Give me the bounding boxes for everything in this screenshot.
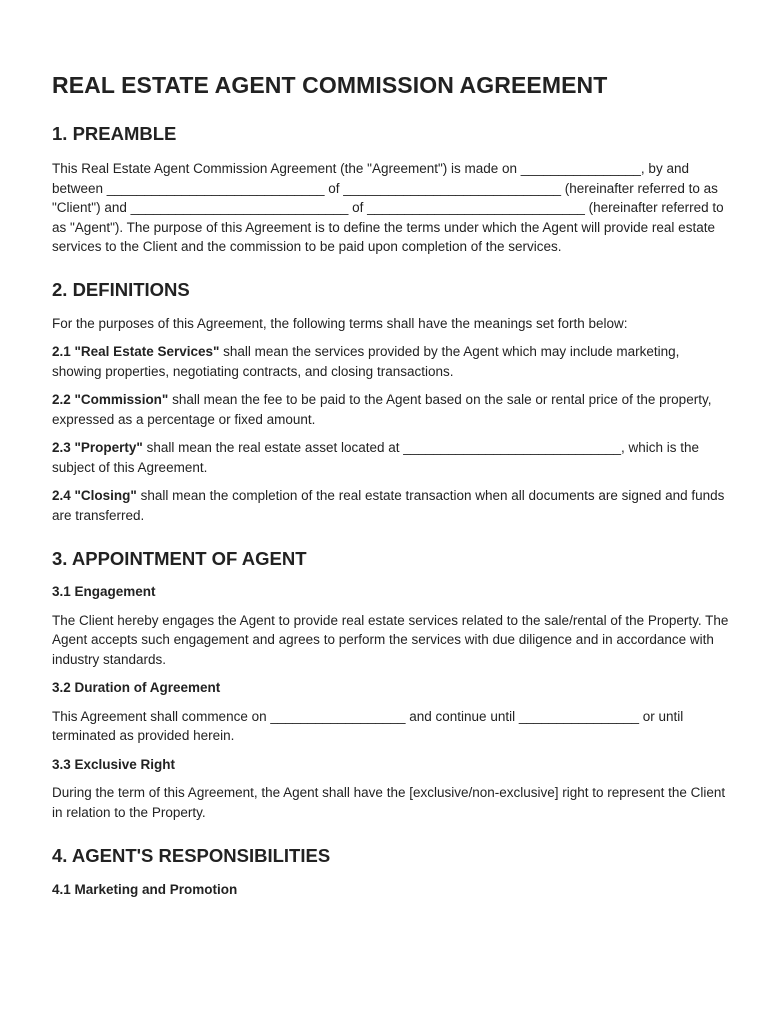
definition-term: 2.4 "Closing" — [52, 488, 137, 503]
section-heading-responsibilities: 4. AGENT'S RESPONSIBILITIES — [52, 845, 331, 866]
engagement-paragraph: The Client hereby engages the Agent to provide real estate services related to the sale/rental of the Property. The Agent accepts such engagement and agrees to perform the services with due diligence and in accordance with industry standards. — [52, 612, 729, 667]
definition-term: 2.2 "Commission" — [52, 392, 169, 407]
definition-term: 2.3 "Property" — [52, 440, 143, 455]
preamble-paragraph: This Real Estate Agent Commission Agreement (the "Agreement") is made on ________________, by and between _____________________________ of _____________________________ (hereinafter referred to as "Client") and _____________________________ of _____________________________ (hereinafter referred to as "Agent"). The purpose of this Agreement is to define the terms under which the Agent will provide real estate services to the Client and the commission to be paid upon completion of the services. — [52, 161, 724, 254]
definition-item-property — [52, 438, 730, 477]
definition-text: shall mean the real estate asset located at _____________________________, which is the subject of this Agreement. — [52, 440, 700, 475]
definition-item-commission — [52, 390, 730, 429]
subheading-exclusive-right: 3.3 Exclusive Right — [52, 756, 176, 772]
subheading-duration: 3.2 Duration of Agreement — [52, 680, 221, 695]
section-heading-appointment: 3. APPOINTMENT OF AGENT — [52, 548, 307, 569]
subheading-engagement: 3.1 Engagement — [52, 584, 156, 599]
definitions-intro: For the purposes of this Agreement, the following terms shall have the meanings set forth below: — [52, 315, 628, 331]
duration-paragraph: This Agreement shall commence on __________________ and continue until ________________ or until terminated as provided herein. — [52, 708, 684, 743]
subheading-marketing-promotion: 4.1 Marketing and Promotion — [52, 882, 238, 897]
definition-item-closing — [52, 486, 730, 525]
definition-term: 2.1 "Real Estate Services" — [52, 344, 220, 359]
definition-text: shall mean the services provided by the Agent which may include marketing, showing properties, negotiating contracts, and closing transactions. — [52, 344, 680, 379]
exclusive-right-paragraph: During the term of this Agreement, the Agent shall have the [exclusive/non-exclusive] right to represent the Client in relation to the Property. — [52, 785, 726, 820]
definition-item-real-estate-services — [52, 342, 730, 381]
definition-text: shall mean the fee to be paid to the Agent based on the sale or rental price of the property, expressed as a percentage or fixed amount. — [52, 392, 712, 427]
document-title: REAL ESTATE AGENT COMMISSION AGREEMENT — [52, 72, 608, 98]
definition-text: shall mean the completion of the real estate transaction when all documents are signed and funds are transferred. — [52, 488, 725, 523]
section-heading-definitions: 2. DEFINITIONS — [52, 278, 190, 300]
section-heading-preamble: 1. PREAMBLE — [52, 123, 177, 144]
